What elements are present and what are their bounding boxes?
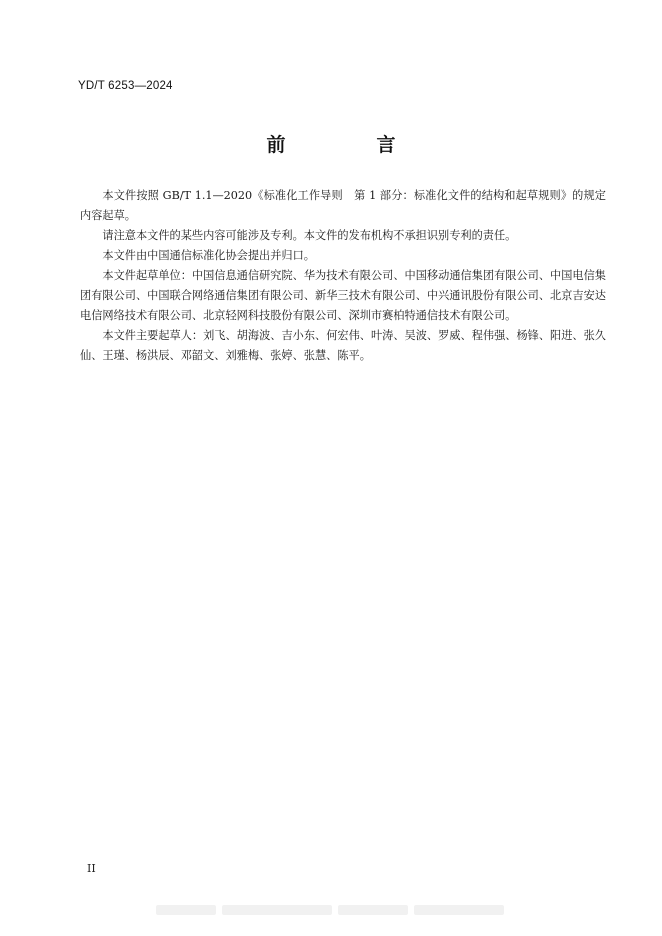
- document-code: YD/T 6253—2024: [78, 80, 173, 92]
- foreword-body: [80, 186, 606, 366]
- faint-footer-watermark: [150, 902, 510, 918]
- paragraph-proposer: 本文件由中国通信标准化协会提出并归口。: [102, 249, 315, 262]
- page-title: 前 言: [266, 134, 432, 156]
- paragraph-drafters: 本文件主要起草人：刘飞、胡海波、吉小东、何宏伟、叶涛、吴波、罗威、程伟强、杨锋、阳进、张久仙、王瑾、杨洪辰、邓韶文、刘雅梅、张婷、张慧、陈平。: [80, 329, 606, 362]
- paragraph-drafting-units: 本文件起草单位：中国信息通信研究院、华为技术有限公司、中国移动通信集团有限公司、中国电信集团有限公司、中国联合网络通信集团有限公司、新华三技术有限公司、中兴通讯股份有限公司、北京吉安达电信网络技术有限公司、北京轻网科技股份有限公司、深圳市赛柏特通信技术有限公司。: [80, 269, 606, 322]
- paragraph-drafting-rules: 本文件按照 GB/T 1.1—2020《标准化工作导则 第 1 部分：标准化文件的结构和起草规则》的规定内容起草。: [80, 189, 606, 222]
- page-number: II: [87, 862, 96, 875]
- paragraph-patent-notice: 请注意本文件的某些内容可能涉及专利。本文件的发布机构不承担识别专利的责任。: [102, 229, 517, 242]
